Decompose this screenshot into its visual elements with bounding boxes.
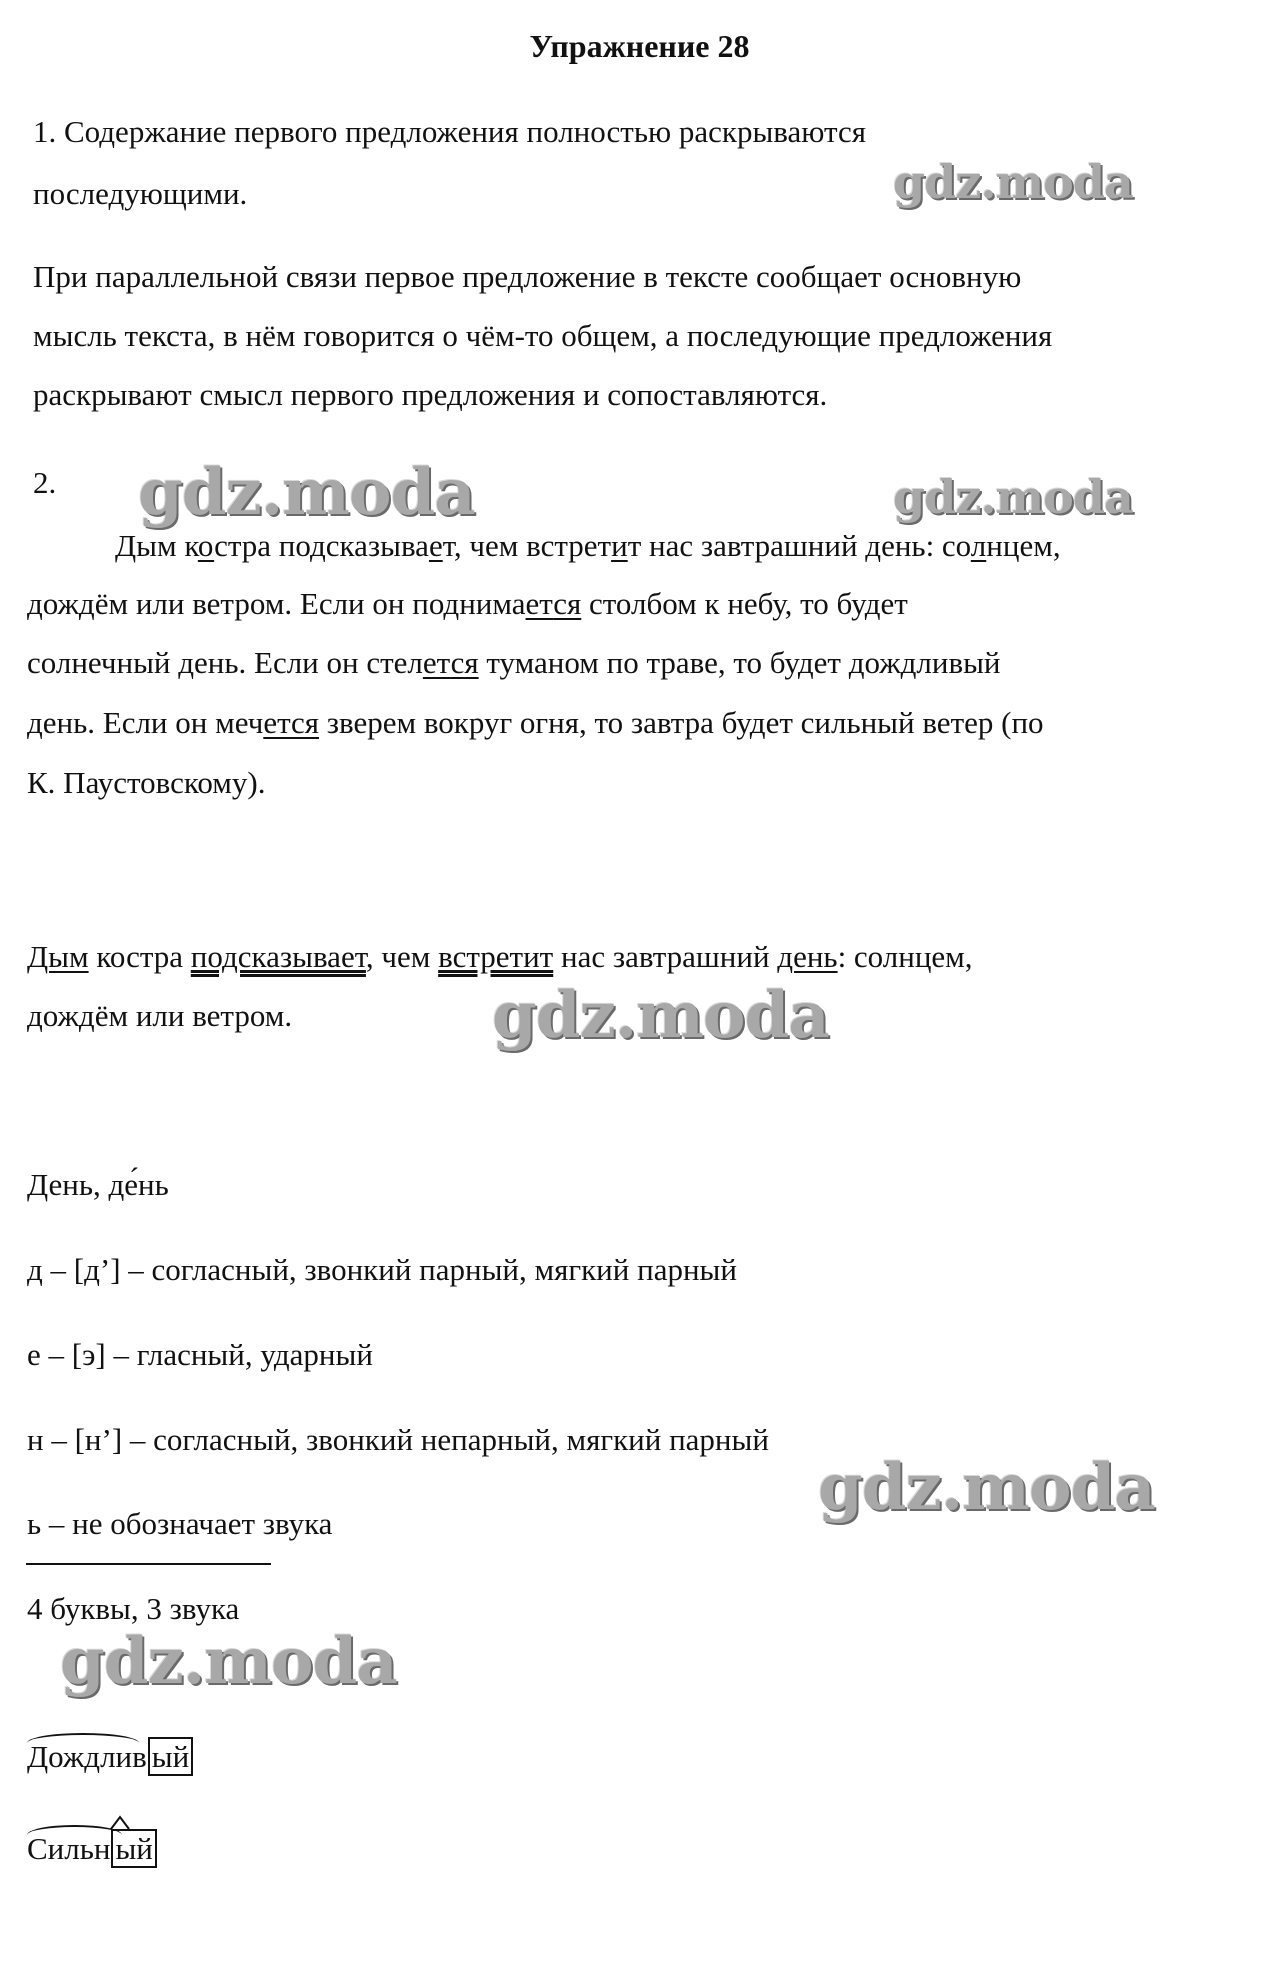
text-line-2 [27, 584, 908, 624]
predicate-word: подсказывает [190, 939, 366, 974]
text-fragment: солнечный день. Если он стел [27, 645, 423, 680]
watermark: gdz.moda [60, 1624, 397, 1699]
text-fragment: день. Если он меч [27, 705, 264, 740]
morpheme-word-2 [27, 1829, 157, 1869]
subject-word: день [777, 939, 838, 974]
root-arc [27, 1733, 139, 1743]
watermark: gdz.moda [893, 470, 1133, 524]
parsed-sentence-line-1 [27, 937, 973, 977]
morpheme-ending: ый [111, 1829, 156, 1868]
suffix-mark [109, 1815, 131, 1831]
text-fragment: стра подсказыва [214, 528, 429, 563]
section2-number: 2. [33, 465, 57, 500]
phonetic-row: д – [д’] – согласный, звонкий парный, мягкий парный [27, 1252, 737, 1287]
orthogram: ет [525, 586, 554, 621]
text-fragment: т, чем встрет [442, 528, 612, 563]
text-line-3 [27, 643, 1001, 683]
watermark: gdz.moda [818, 1450, 1155, 1525]
section1-line1 [33, 112, 866, 152]
section1-para-line: мысль текста, в нём говорится о чём-то общем, а последующие предложения [33, 318, 1053, 353]
phonetic-summary: 4 буквы, 3 звука [27, 1591, 240, 1626]
orthogram: ся [291, 705, 320, 740]
text-fragment: зверем вокруг огня, то завтра будет сильный ветер (по [319, 705, 1044, 740]
orthogram: о [197, 528, 215, 563]
text-fragment: : солнцем, [837, 939, 973, 974]
orthogram: е [428, 528, 443, 563]
section1-para-line: раскрывают смысл первого предложения и сопоставляются. [33, 377, 828, 412]
orthogram: и [611, 528, 628, 563]
parsed-sentence-line-2: дождём или ветром. [27, 998, 293, 1033]
subject-word: Дым [27, 939, 89, 974]
orthogram: ся [450, 645, 479, 680]
orthogram: л [970, 528, 987, 563]
text-fragment: , чем [365, 939, 439, 974]
text-line-4 [27, 703, 1044, 743]
section1-line2: последующими. [33, 176, 248, 211]
section1-text1: Содержание первого предложения полностью раскрываются [64, 114, 866, 149]
root-arc [27, 1825, 122, 1835]
text-fragment: костра [88, 939, 191, 974]
morpheme-root: Сильн [27, 1831, 111, 1866]
phonetic-row: ь – не обозначает звука [27, 1506, 333, 1541]
text-fragment: нцем, [986, 528, 1061, 563]
text-line-5: К. Паустовскому). [27, 765, 266, 800]
text-fragment: столбом к небу, то будет [581, 586, 908, 621]
text-fragment: дождём или ветром. Если он поднима [27, 586, 526, 621]
orthogram: ет [263, 705, 291, 740]
watermark: gdz.moda [893, 155, 1133, 209]
text-fragment: т нас завтрашний день: со [627, 528, 971, 563]
morpheme-ending: ый [148, 1737, 193, 1776]
page-title: Упражнение 28 [529, 28, 750, 64]
watermark: gdz.moda [492, 978, 829, 1053]
text-line-1 [115, 526, 1061, 566]
orthogram: ет [422, 645, 451, 680]
text-fragment: туманом по траве, то будет дождливый [478, 645, 1001, 680]
phonetic-row: е – [э] – гласный, ударный [27, 1337, 373, 1372]
section1-number: 1. [33, 114, 57, 149]
text-fragment: нас завтрашний [553, 939, 778, 974]
phonetic-row: н – [н’] – согласный, звонкий непарный, мягкий парный [27, 1422, 769, 1457]
text-fragment: Дым к [115, 528, 198, 563]
predicate-word: встретит [438, 939, 554, 974]
watermark: gdz.moda [138, 455, 475, 530]
morpheme-root: Дождлив [27, 1739, 147, 1774]
section1-para-line: При параллельной связи первое предложение в тексте сообщает основную [33, 259, 1022, 294]
morpheme-word-1 [27, 1737, 193, 1777]
divider-line [26, 1563, 271, 1565]
orthogram: ся [553, 586, 582, 621]
phonetic-heading: День, де́нь [27, 1167, 169, 1202]
